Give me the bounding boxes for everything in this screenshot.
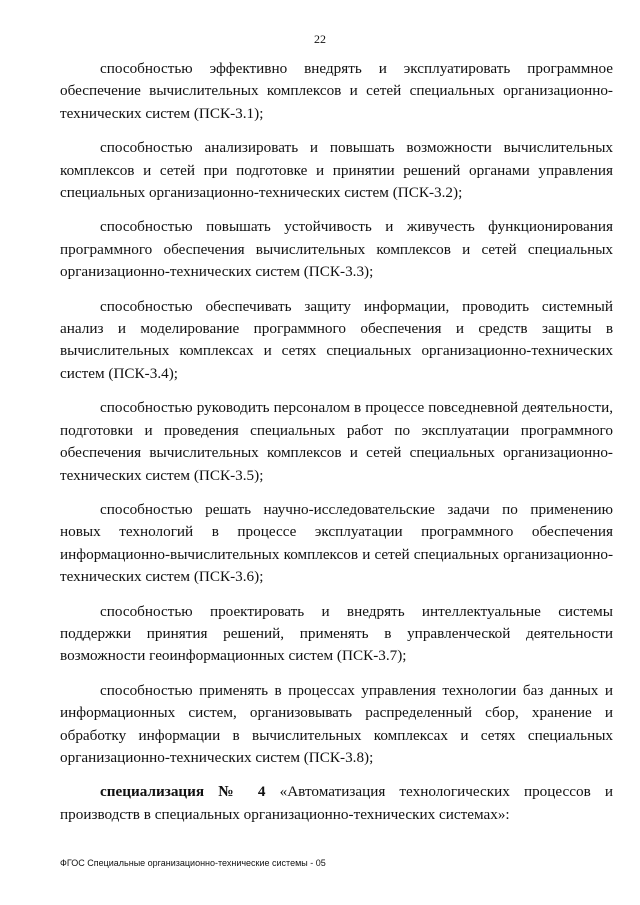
- competency-psk-3-5: способностью руководить персоналом в процессе повседневной деятельности, подготовки и проведения специальных работ по эксплуатации программного обеспечения вычислительных комплексов и сетей специальных организационно-технических систем (ПСК-3.5);: [60, 399, 613, 484]
- specialization-title: «Автоматизация технологических процессов и производств в специальных организационно-технических системах»:: [60, 783, 613, 823]
- competency-psk-3-6: способностью решать научно-исследовательские задачи по применению новых технологий в процессе эксплуатации программного обеспечения информационно-вычислительных комплексов и сетей специальных организационно-технических систем (ПСК-3.6);: [60, 500, 613, 586]
- specialization-heading: [60, 781, 613, 826]
- competency-psk-3-7: способностью проектировать и внедрять интеллектуальные системы поддержки принятия решений, применять в управленческой деятельности возможности геоинформационных систем (ПСК-3.7);: [60, 602, 613, 665]
- specialization-label: специализация № 4: [100, 783, 266, 801]
- competency-psk-3-4: способностью обеспечивать защиту информации, проводить системный анализ и моделирование программного обеспечения и средств защиты в вычислительных комплексах и сетях специальных организационно-технических систем (ПСК-3.4);: [60, 297, 613, 382]
- footer-text: ФГОС Специальные организационно-технические системы - 05: [60, 858, 326, 868]
- page-number: 22: [314, 32, 326, 46]
- competency-psk-3-8: способностью применять в процессах управления технологии баз данных и информационных систем, организовывать распределенный сбор, хранение и обработку информации в вычислительных комплексах и сетях специальных организационно-технических систем (ПСК-3.8);: [60, 681, 613, 766]
- competency-psk-3-3: способностью повышать устойчивость и живучесть функционирования программного обеспечения вычислительных комплексов и сетей специальных организационно-технических систем (ПСК-3.3);: [60, 218, 613, 281]
- competency-psk-3-1: способностью эффективно внедрять и эксплуатировать программное обеспечение вычислительных комплексов и сетей специальных организационно-технических систем (ПСК-3.1);: [60, 60, 613, 122]
- competency-psk-3-2: способностью анализировать и повышать возможности вычислительных комплексов и сетей при подготовке и принятии решений органами управления специальных организационно-технических систем (ПСК-3.2);: [60, 139, 613, 202]
- page-body: [60, 58, 613, 838]
